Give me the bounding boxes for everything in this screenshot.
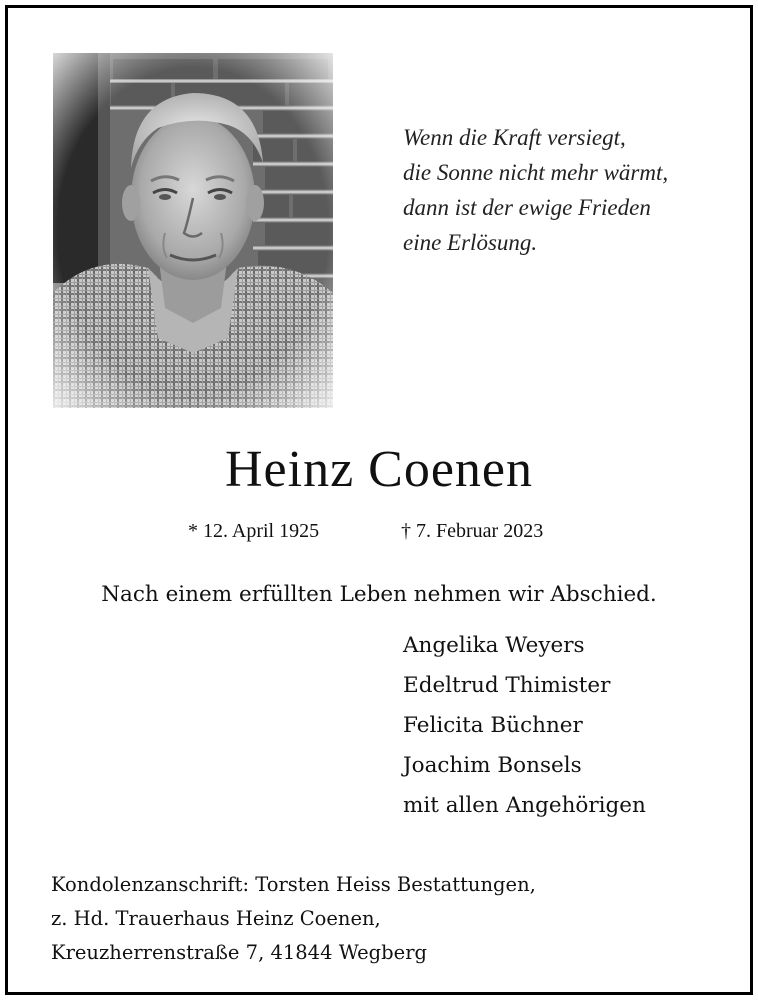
- mourner-name: Felicita Büchner: [403, 713, 583, 738]
- memorial-quote: [403, 120, 743, 260]
- obituary-notice: [5, 5, 753, 995]
- portrait-photo: [53, 53, 333, 408]
- quote-line: dann ist der ewige Frieden: [403, 195, 651, 220]
- mourners-list: [403, 626, 646, 826]
- condolence-address: [51, 868, 536, 970]
- birth-date: * 12. April 1925: [188, 520, 320, 542]
- death-date: † 7. Februar 2023: [401, 520, 544, 542]
- farewell-text: Nach einem erfüllten Leben nehmen wir Abschied.: [101, 582, 657, 607]
- mourner-name: Edeltrud Thimister: [403, 673, 611, 698]
- mourner-name: Joachim Bonsels: [403, 753, 582, 778]
- mourner-name: mit allen Angehörigen: [403, 793, 646, 818]
- address-line: Kreuzherrenstraße 7, 41844 Wegberg: [51, 941, 427, 964]
- deceased-name: Heinz Coenen: [224, 441, 533, 498]
- quote-line: die Sonne nicht mehr wärmt,: [403, 160, 669, 185]
- quote-line: eine Erlösung.: [403, 230, 538, 255]
- mourner-name: Angelika Weyers: [403, 633, 585, 658]
- address-line: Kondolenzanschrift: Torsten Heiss Bestattungen,: [51, 873, 536, 896]
- quote-line: Wenn die Kraft versiegt,: [403, 125, 626, 150]
- address-line: z. Hd. Trauerhaus Heinz Coenen,: [51, 907, 381, 930]
